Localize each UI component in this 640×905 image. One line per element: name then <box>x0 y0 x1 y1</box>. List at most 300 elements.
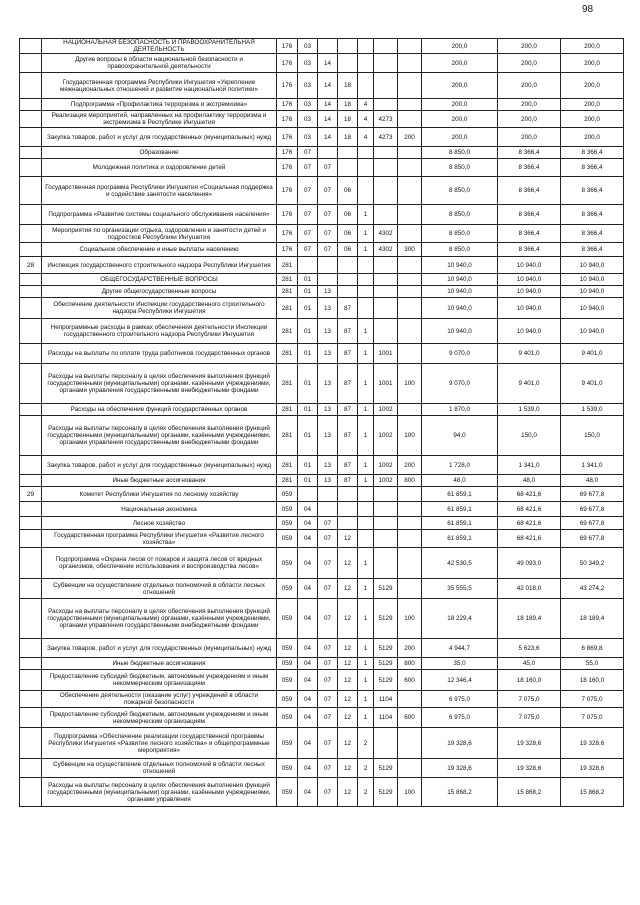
code-program <box>338 487 358 502</box>
code-section: 04 <box>298 502 318 517</box>
amount-year-2: 68 421,6 <box>498 517 561 530</box>
code-ministry: 059 <box>277 599 298 639</box>
table-row <box>20 73 624 99</box>
expense-name: Расходы на выплаты по оплате труда работников государственных органов <box>42 344 277 364</box>
row-index <box>20 364 42 404</box>
amount-year-3: 150,0 <box>561 416 624 456</box>
amount-year-1: 200,0 <box>422 39 498 54</box>
code-expense-type <box>398 691 422 708</box>
amount-year-1: 19 328,6 <box>422 759 498 778</box>
row-index <box>20 658 42 670</box>
code-direction: 1002 <box>374 475 398 487</box>
code-program: 12 <box>338 728 358 759</box>
code-expense-type <box>398 487 422 502</box>
code-ministry: 176 <box>277 147 298 159</box>
expense-name: Закупка товаров, работ и услуг для государственных (муниципальных) нужд <box>42 456 277 475</box>
code-section: 07 <box>298 147 318 159</box>
amount-year-3: 55,0 <box>561 658 624 670</box>
code-subprogram: 1 <box>358 670 374 691</box>
row-index: 28 <box>20 257 42 274</box>
amount-year-3: 1 539,0 <box>561 404 624 416</box>
expense-name: Другие вопросы в области национальной безопасности и правоохранительной деятельности <box>42 54 277 73</box>
code-ministry: 176 <box>277 177 298 205</box>
amount-year-1: 10 940,0 <box>422 257 498 274</box>
amount-year-2: 200,0 <box>498 39 561 54</box>
table-row <box>20 319 624 344</box>
amount-year-2: 10 940,0 <box>498 298 561 319</box>
code-program: 87 <box>338 416 358 456</box>
code-expense-type <box>398 530 422 548</box>
table-row <box>20 177 624 205</box>
row-index <box>20 147 42 159</box>
table-row <box>20 225 624 243</box>
amount-year-2: 8 366,4 <box>498 147 561 159</box>
code-direction: 1104 <box>374 708 398 728</box>
code-expense-type: 300 <box>398 243 422 257</box>
code-subsection: 07 <box>318 691 338 708</box>
expense-name: Подпрограмма «Профилактика терроризма и экстремизма» <box>42 99 277 111</box>
code-expense-type: 100 <box>398 364 422 404</box>
code-ministry: 059 <box>277 728 298 759</box>
code-direction: 1002 <box>374 456 398 475</box>
table-row <box>20 404 624 416</box>
code-subsection: 13 <box>318 364 338 404</box>
code-expense-type <box>398 205 422 225</box>
table-row <box>20 670 624 691</box>
table-row <box>20 530 624 548</box>
amount-year-3: 9 401,0 <box>561 344 624 364</box>
amount-year-1: 48,0 <box>422 475 498 487</box>
expense-name: Иные бюджетные ассигнования <box>42 658 277 670</box>
code-subsection: 07 <box>318 243 338 257</box>
amount-year-2: 200,0 <box>498 99 561 111</box>
code-subsection: 13 <box>318 298 338 319</box>
amount-year-2: 8 366,4 <box>498 225 561 243</box>
table-row <box>20 778 624 807</box>
code-section: 04 <box>298 548 318 579</box>
row-index <box>20 548 42 579</box>
amount-year-1: 61 859,1 <box>422 487 498 502</box>
code-section: 04 <box>298 759 318 778</box>
amount-year-2: 7 075,0 <box>498 691 561 708</box>
amount-year-2: 200,0 <box>498 73 561 99</box>
code-ministry: 059 <box>277 502 298 517</box>
amount-year-3: 8 366,4 <box>561 147 624 159</box>
amount-year-3: 10 940,0 <box>561 319 624 344</box>
expense-name: Расходы на выплаты персоналу в целях обеспечения выполнения функций государственными (муниципальными) органами, казёнными учреждениями, органами управления государственными внебюджетными фондами <box>42 599 277 639</box>
row-index <box>20 691 42 708</box>
row-index <box>20 225 42 243</box>
row-index <box>20 319 42 344</box>
amount-year-3: 8 366,4 <box>561 177 624 205</box>
code-ministry: 059 <box>277 708 298 728</box>
code-section: 04 <box>298 639 318 658</box>
expense-name: Подпрограмма «Охрана лесов от пожаров и защита лесов от вредных организмов, обеспечение использования и воспроизводства лесов» <box>42 548 277 579</box>
code-program: 87 <box>338 475 358 487</box>
amount-year-1: 200,0 <box>422 111 498 128</box>
amount-year-1: 15 868,2 <box>422 778 498 807</box>
row-index <box>20 73 42 99</box>
table-row <box>20 728 624 759</box>
code-subsection: 14 <box>318 111 338 128</box>
code-subprogram <box>358 159 374 177</box>
expense-name: Реализация мероприятий, направленных на профилактику терроризма и экстремизма в Республике Ингушетия <box>42 111 277 128</box>
code-program: 87 <box>338 319 358 344</box>
table-row <box>20 759 624 778</box>
code-section: 01 <box>298 404 318 416</box>
code-direction <box>374 274 398 286</box>
code-ministry: 281 <box>277 298 298 319</box>
code-subprogram: 1 <box>358 456 374 475</box>
row-index <box>20 274 42 286</box>
code-subsection: 13 <box>318 319 338 344</box>
code-direction: 1001 <box>374 364 398 404</box>
amount-year-3: 10 940,0 <box>561 257 624 274</box>
code-program <box>338 257 358 274</box>
code-program: 87 <box>338 364 358 404</box>
code-expense-type <box>398 177 422 205</box>
amount-year-3: 69 677,8 <box>561 530 624 548</box>
code-direction: 4273 <box>374 111 398 128</box>
code-direction: 4302 <box>374 243 398 257</box>
code-section: 04 <box>298 691 318 708</box>
code-section: 04 <box>298 728 318 759</box>
table-row <box>20 708 624 728</box>
code-subsection: 07 <box>318 205 338 225</box>
amount-year-3: 10 940,0 <box>561 274 624 286</box>
code-subsection: 13 <box>318 286 338 298</box>
amount-year-1: 8 850,0 <box>422 225 498 243</box>
expense-name: Расходы на выплаты персоналу в целях обеспечения выполнения функций государственными (муниципальными) органами, казёнными учреждениями, органами управления государственными внебюджетными фондами <box>42 364 277 404</box>
code-subprogram <box>358 502 374 517</box>
table-row <box>20 128 624 147</box>
code-program: 06 <box>338 177 358 205</box>
code-section: 01 <box>298 456 318 475</box>
amount-year-2: 45,0 <box>498 658 561 670</box>
code-program: 12 <box>338 579 358 599</box>
code-section: 01 <box>298 298 318 319</box>
code-ministry: 176 <box>277 128 298 147</box>
code-ministry: 176 <box>277 99 298 111</box>
expense-name: Расходы на выплаты персоналу в целях обеспечения выполнения функций государственными (муниципальными) органами, казёнными учреждениями, органами управления <box>42 778 277 807</box>
code-program: 12 <box>338 670 358 691</box>
amount-year-1: 12 346,4 <box>422 670 498 691</box>
code-program: 18 <box>338 99 358 111</box>
code-subprogram: 4 <box>358 99 374 111</box>
code-subsection <box>318 274 338 286</box>
amount-year-1: 1 870,0 <box>422 404 498 416</box>
table-row <box>20 147 624 159</box>
code-program <box>338 274 358 286</box>
code-expense-type <box>398 548 422 579</box>
code-direction: 5129 <box>374 639 398 658</box>
amount-year-3: 8 366,4 <box>561 243 624 257</box>
amount-year-2: 200,0 <box>498 128 561 147</box>
code-subsection: 14 <box>318 128 338 147</box>
table-row <box>20 344 624 364</box>
amount-year-3: 48,0 <box>561 475 624 487</box>
row-index <box>20 128 42 147</box>
amount-year-1: 8 850,0 <box>422 205 498 225</box>
code-ministry: 059 <box>277 517 298 530</box>
code-ministry: 176 <box>277 54 298 73</box>
expense-name: Инспекция государственного строительного надзора Республики Ингушетия <box>42 257 277 274</box>
amount-year-2: 1 341,0 <box>498 456 561 475</box>
expense-name: Комитет Республики Ингушетия по лесному хозяйству <box>42 487 277 502</box>
code-direction <box>374 502 398 517</box>
code-subprogram <box>358 177 374 205</box>
expense-name: Государственная программа Республики Ингушетия «Развитие лесного хозяйства» <box>42 530 277 548</box>
row-index <box>20 99 42 111</box>
code-subprogram <box>358 147 374 159</box>
amount-year-3: 8 366,4 <box>561 205 624 225</box>
amount-year-1: 8 850,0 <box>422 243 498 257</box>
code-section: 03 <box>298 39 318 54</box>
code-direction <box>374 319 398 344</box>
code-ministry: 176 <box>277 225 298 243</box>
code-expense-type <box>398 319 422 344</box>
code-ministry: 176 <box>277 111 298 128</box>
code-section: 04 <box>298 599 318 639</box>
code-subsection: 07 <box>318 517 338 530</box>
code-direction: 5129 <box>374 658 398 670</box>
code-section: 04 <box>298 778 318 807</box>
code-subsection: 07 <box>318 530 338 548</box>
row-index <box>20 502 42 517</box>
code-direction: 4273 <box>374 128 398 147</box>
code-expense-type: 200 <box>398 456 422 475</box>
code-ministry: 281 <box>277 286 298 298</box>
row-index <box>20 475 42 487</box>
amount-year-3: 69 677,8 <box>561 517 624 530</box>
code-direction <box>374 177 398 205</box>
amount-year-3: 15 868,2 <box>561 778 624 807</box>
code-program: 12 <box>338 599 358 639</box>
row-index <box>20 517 42 530</box>
code-subsection: 07 <box>318 225 338 243</box>
amount-year-1: 6 975,0 <box>422 708 498 728</box>
code-subsection: 07 <box>318 658 338 670</box>
code-section: 01 <box>298 344 318 364</box>
code-expense-type <box>398 344 422 364</box>
code-direction <box>374 73 398 99</box>
code-section: 01 <box>298 286 318 298</box>
amount-year-3: 43 274,2 <box>561 579 624 599</box>
code-subprogram: 1 <box>358 708 374 728</box>
code-section: 03 <box>298 54 318 73</box>
amount-year-3: 69 677,8 <box>561 487 624 502</box>
code-subprogram: 2 <box>358 759 374 778</box>
amount-year-1: 8 850,0 <box>422 147 498 159</box>
code-expense-type <box>398 257 422 274</box>
code-expense-type <box>398 579 422 599</box>
code-program <box>338 39 358 54</box>
row-index <box>20 456 42 475</box>
code-direction <box>374 548 398 579</box>
amount-year-1: 10 940,0 <box>422 298 498 319</box>
code-direction <box>374 147 398 159</box>
code-expense-type <box>398 73 422 99</box>
table-row <box>20 274 624 286</box>
amount-year-1: 9 070,0 <box>422 344 498 364</box>
amount-year-2: 10 940,0 <box>498 286 561 298</box>
row-index <box>20 416 42 456</box>
amount-year-3: 9 401,0 <box>561 364 624 404</box>
code-subprogram: 1 <box>358 691 374 708</box>
amount-year-1: 200,0 <box>422 73 498 99</box>
amount-year-2: 19 328,6 <box>498 759 561 778</box>
table-row <box>20 243 624 257</box>
code-ministry: 281 <box>277 456 298 475</box>
expense-name: Непрограммные расходы в рамках обеспечения деятельности Инспекции государственного строительного надзора Республики Ингушетия <box>42 319 277 344</box>
code-section: 04 <box>298 517 318 530</box>
expense-name: Обеспечение деятельности (оказание услуг) учреждений в области пожарной безопасности <box>42 691 277 708</box>
code-subprogram <box>358 73 374 99</box>
code-program: 12 <box>338 658 358 670</box>
table-row <box>20 456 624 475</box>
code-ministry: 176 <box>277 73 298 99</box>
expense-name: Социальное обеспечение и иные выплаты населению <box>42 243 277 257</box>
expense-name: Образование <box>42 147 277 159</box>
code-expense-type: 800 <box>398 658 422 670</box>
amount-year-2: 48,0 <box>498 475 561 487</box>
expense-name: Закупка товаров, работ и услуг для государственных (муниципальных) нужд <box>42 639 277 658</box>
code-section: 04 <box>298 579 318 599</box>
code-subsection: 07 <box>318 548 338 579</box>
code-direction <box>374 205 398 225</box>
table-row <box>20 298 624 319</box>
amount-year-1: 4 944,7 <box>422 639 498 658</box>
code-subsection: 07 <box>318 728 338 759</box>
table-row <box>20 286 624 298</box>
code-ministry: 176 <box>277 39 298 54</box>
row-index <box>20 530 42 548</box>
amount-year-2: 9 401,0 <box>498 344 561 364</box>
code-subprogram: 4 <box>358 128 374 147</box>
amount-year-3: 19 328,6 <box>561 728 624 759</box>
code-ministry: 176 <box>277 159 298 177</box>
code-program <box>338 502 358 517</box>
amount-year-3: 7 075,0 <box>561 708 624 728</box>
amount-year-1: 200,0 <box>422 99 498 111</box>
code-subsection: 07 <box>318 579 338 599</box>
code-expense-type: 200 <box>398 128 422 147</box>
code-program: 87 <box>338 404 358 416</box>
table-row <box>20 364 624 404</box>
amount-year-2: 42 018,0 <box>498 579 561 599</box>
code-program: 06 <box>338 205 358 225</box>
code-subsection: 07 <box>318 670 338 691</box>
amount-year-2: 10 940,0 <box>498 257 561 274</box>
row-index <box>20 205 42 225</box>
code-subprogram <box>358 257 374 274</box>
code-ministry: 059 <box>277 691 298 708</box>
code-subprogram: 1 <box>358 205 374 225</box>
table-row <box>20 639 624 658</box>
amount-year-1: 6 975,0 <box>422 691 498 708</box>
code-direction <box>374 286 398 298</box>
code-subprogram: 2 <box>358 728 374 759</box>
row-index <box>20 599 42 639</box>
amount-year-1: 1 728,0 <box>422 456 498 475</box>
code-subprogram: 1 <box>358 639 374 658</box>
code-ministry: 059 <box>277 530 298 548</box>
row-index <box>20 243 42 257</box>
amount-year-1: 10 940,0 <box>422 319 498 344</box>
code-subsection: 13 <box>318 344 338 364</box>
table-row <box>20 54 624 73</box>
code-subprogram: 1 <box>358 225 374 243</box>
code-subsection <box>318 147 338 159</box>
row-index <box>20 159 42 177</box>
row-index <box>20 708 42 728</box>
table-row <box>20 579 624 599</box>
code-direction: 1001 <box>374 344 398 364</box>
code-subprogram: 1 <box>358 319 374 344</box>
code-subsection: 13 <box>318 475 338 487</box>
amount-year-1: 9 070,0 <box>422 364 498 404</box>
table-row <box>20 159 624 177</box>
amount-year-1: 42 530,5 <box>422 548 498 579</box>
row-index <box>20 298 42 319</box>
amount-year-2: 49 093,0 <box>498 548 561 579</box>
amount-year-3: 18 189,4 <box>561 599 624 639</box>
row-index <box>20 759 42 778</box>
amount-year-2: 68 421,6 <box>498 487 561 502</box>
expense-name: Субвенции на осуществление отдельных полномочий в области лесных отношений <box>42 759 277 778</box>
amount-year-1: 10 940,0 <box>422 274 498 286</box>
amount-year-3: 200,0 <box>561 128 624 147</box>
code-expense-type: 100 <box>398 416 422 456</box>
code-section <box>298 487 318 502</box>
table-row <box>20 548 624 579</box>
code-ministry: 059 <box>277 579 298 599</box>
amount-year-2: 18 160,0 <box>498 670 561 691</box>
amount-year-1: 10 940,0 <box>422 286 498 298</box>
code-expense-type <box>398 225 422 243</box>
code-section: 03 <box>298 111 318 128</box>
amount-year-2: 150,0 <box>498 416 561 456</box>
code-section: 04 <box>298 670 318 691</box>
code-subsection: 14 <box>318 73 338 99</box>
table-row <box>20 205 624 225</box>
amount-year-2: 200,0 <box>498 111 561 128</box>
code-subsection: 07 <box>318 159 338 177</box>
code-expense-type <box>398 39 422 54</box>
code-expense-type <box>398 286 422 298</box>
amount-year-3: 7 075,0 <box>561 691 624 708</box>
code-direction <box>374 54 398 73</box>
expense-name: Расходы на обеспечение функций государственных органов <box>42 404 277 416</box>
expense-name: Расходы на выплаты персоналу в целях обеспечения выполнения функций государственными (муниципальными) органами, казёнными учреждениями, органами управления государственными внебюджетными фондами <box>42 416 277 456</box>
code-section: 07 <box>298 243 318 257</box>
amount-year-3: 6 869,8 <box>561 639 624 658</box>
code-section: 07 <box>298 177 318 205</box>
code-subprogram <box>358 39 374 54</box>
amount-year-3: 10 940,0 <box>561 298 624 319</box>
amount-year-1: 35,0 <box>422 658 498 670</box>
amount-year-1: 61 859,1 <box>422 502 498 517</box>
amount-year-2: 10 940,0 <box>498 274 561 286</box>
code-subprogram: 2 <box>358 778 374 807</box>
code-direction: 5129 <box>374 759 398 778</box>
amount-year-2: 5 623,6 <box>498 639 561 658</box>
code-program <box>338 147 358 159</box>
table-row <box>20 658 624 670</box>
expense-name: Предоставление субсидий бюджетным, автономным учреждениям и иным некоммерческим организациям <box>42 670 277 691</box>
expense-name: Молодежная политика и оздоровление детей <box>42 159 277 177</box>
expense-name: Другие общегосударственные вопросы <box>42 286 277 298</box>
